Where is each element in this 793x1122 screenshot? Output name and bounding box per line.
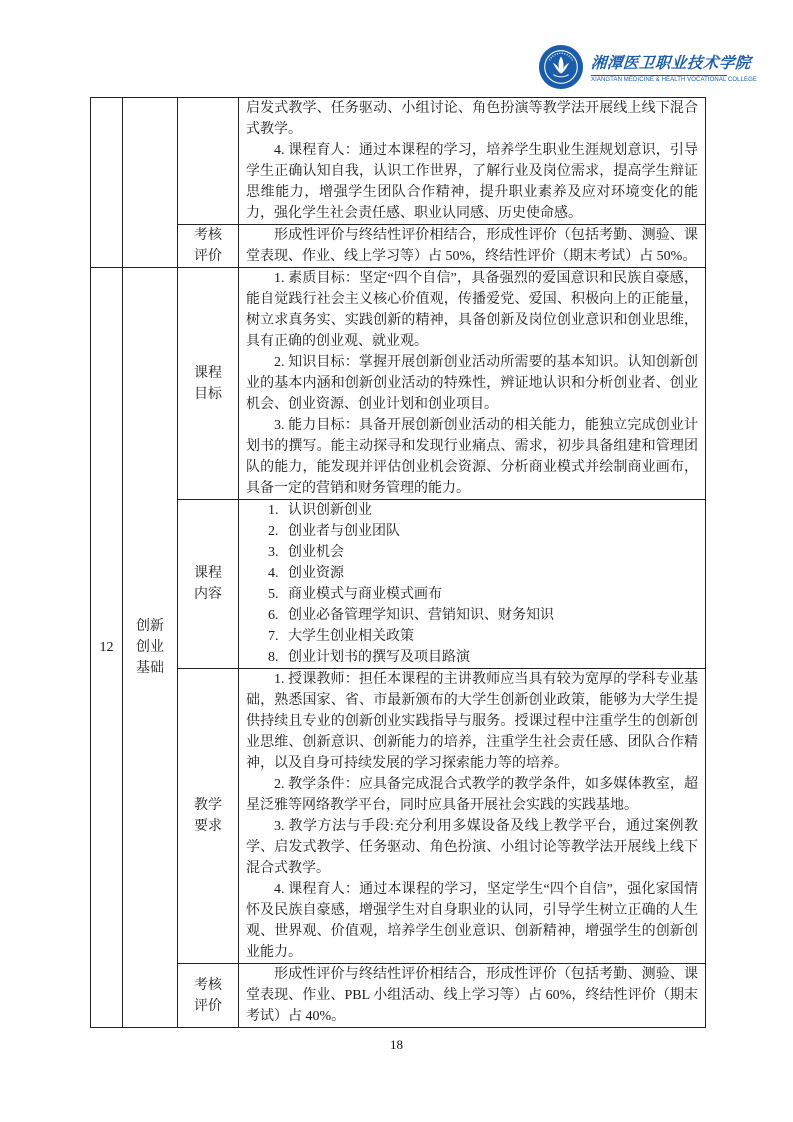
paragraph: 2. 教学条件：应具备完成混合式教学的教学条件，如多媒体教室，超星泛雅等网络教学平台，同时应具备开展社会实践的实践基地。	[246, 777, 698, 813]
list-item: 2. 创业者与创业团队	[268, 524, 400, 539]
course-name-line: 创新	[136, 619, 164, 634]
section-label-objectives	[178, 268, 239, 500]
course-syllabus-table	[90, 97, 706, 1028]
paragraph: 2. 知识目标：掌握开展创新创业活动所需要的基本知识。认知创新创业的基本内涵和创新创业活动的特殊性，辨证地认识和分析创业者、创业机会、创业资源、创业计划和创业项目。	[246, 355, 698, 412]
table-row	[91, 669, 706, 964]
paragraph: 4. 课程育人：通过本课程的学习，培养学生职业生涯规划意识，引导学生正确认知自我，认识工作世界，了解行业及岗位需求，提高学生辩证思维能力，增强学生团队合作精神，提升职业素养及应对环境变化的能力，强化学生社会责任感、职业认同感、历史使命感。	[246, 143, 698, 221]
course-content-cell	[239, 500, 706, 669]
page-number: 18	[390, 1037, 403, 1052]
label-line: 考核	[194, 977, 222, 993]
table-row	[91, 98, 706, 225]
table-row	[91, 964, 706, 1028]
paragraph: 3. 教学方法与手段:充分利用多媒设备及线上教学平台，通过案例教学、启发式教学、任务驱动、角色扮演、小组讨论等教学法开展线上线下混合式教学。	[246, 819, 698, 876]
list-item: 3. 创业机会	[268, 545, 344, 560]
table-row	[91, 225, 706, 268]
assessment-cell	[239, 225, 706, 268]
list-item: 1. 认识创新创业	[268, 503, 372, 518]
college-emblem-icon	[538, 44, 584, 90]
section-label-assessment	[178, 964, 239, 1028]
section-label-requirements	[178, 669, 239, 964]
label-line: 评价	[194, 998, 222, 1014]
paragraph: 4. 课程育人：通过本课程的学习，坚定学生“四个自信”，强化家国情怀及民族自豪感，增强学生对自身职业的认同，引导学生树立正确的人生观、世界观、价值观，培养学生创业意识、创新精神，增强学生的创新创业能力。	[246, 882, 698, 960]
section-label-empty	[178, 98, 239, 225]
list-item: 5. 商业模式与商业模式画布	[268, 587, 442, 602]
section-label-assessment	[178, 225, 239, 268]
section-label-content	[178, 500, 239, 669]
paragraph: 3. 能力目标：具备开展创新创业活动的相关能力，能独立完成创业计划书的撰写。能主动探寻和发现行业痛点、需求，初步具备组建和管理团队的能力，能发现并评估创业机会资源、分析商业模式并绘制商业画布，具备一定的营销和财务管理的能力。	[246, 418, 698, 496]
teaching-requirements-cell	[239, 669, 706, 964]
label-line: 考核	[194, 228, 222, 243]
table-row	[91, 500, 706, 669]
college-logo	[538, 44, 757, 90]
course-objectives-cell	[239, 268, 706, 500]
label-line: 要求	[194, 819, 222, 834]
college-name-block	[590, 51, 757, 83]
label-line: 评价	[194, 249, 222, 264]
label-line: 课程	[194, 566, 222, 581]
course-name-line: 基础	[136, 661, 164, 676]
label-line: 目标	[194, 386, 222, 402]
course-name-cell	[123, 268, 178, 1028]
college-name-zh: 湘潭医卫职业技术学院	[590, 55, 752, 72]
list-item: 7. 大学生创业相关政策	[268, 629, 414, 644]
teaching-requirements-continued-cell	[239, 98, 706, 225]
course-name-cell-empty	[123, 98, 178, 268]
college-name-en: XIANGTAN MEDICINE & HEALTH VOCATIONAL COLLEGE	[591, 77, 757, 83]
paragraph: 1. 素质目标：坚定“四个自信”，具备强烈的爱国意识和民族自豪感，能自觉践行社会主义核心价值观，传播爱党、爱国、积极向上的正能量，树立求真务实、实践创新的精神，具备创新及岗位创业意识和创业思维，具有正确的创业观、就业观。	[246, 271, 698, 349]
seq-cell-empty	[91, 98, 123, 268]
list-item: 6. 创业必备管理学知识、营销知识、财务知识	[268, 608, 554, 623]
paragraph: 启发式教学、任务驱动、小组讨论、角色扮演等教学法开展线上线下混合式教学。	[246, 101, 698, 137]
paragraph: 1. 授课教师：担任本课程的主讲教师应当具有较为宽厚的学科专业基础，熟悉国家、省、市最新颁布的大学生创新创业政策，能够为大学生提供持续且专业的创新创业实践指导与服务。授课过程中注重学生的创新创业思维、创新意识、创新能力的培养，注重学生社会责任感、团队合作精神，以及自身可持续发展的学习探索能力等的培养。	[246, 672, 698, 771]
label-line: 课程	[194, 365, 222, 381]
course-name-line: 创业	[136, 640, 164, 655]
paragraph: 形成性评价与终结性评价相结合，形成性评价（包括考勤、测验、课堂表现、作业、PBL 小组活动、线上学习等）占 60%，终结性评价（期末考试）占 40%。	[246, 967, 698, 1024]
paragraph: 形成性评价与终结性评价相结合，形成性评价（包括考勤、测验、课堂表现、作业、线上学习等）占 50%，终结性评价（期末考试）占 50%。	[246, 228, 698, 264]
course-seq-cell: 12	[91, 268, 123, 1028]
label-line: 教学	[194, 798, 222, 813]
assessment-cell	[239, 964, 706, 1028]
list-item: 8. 创业计划书的撰写及项目路演	[268, 650, 470, 665]
label-line: 内容	[194, 587, 222, 602]
table-row	[91, 268, 706, 500]
list-item: 4. 创业资源	[268, 566, 344, 581]
